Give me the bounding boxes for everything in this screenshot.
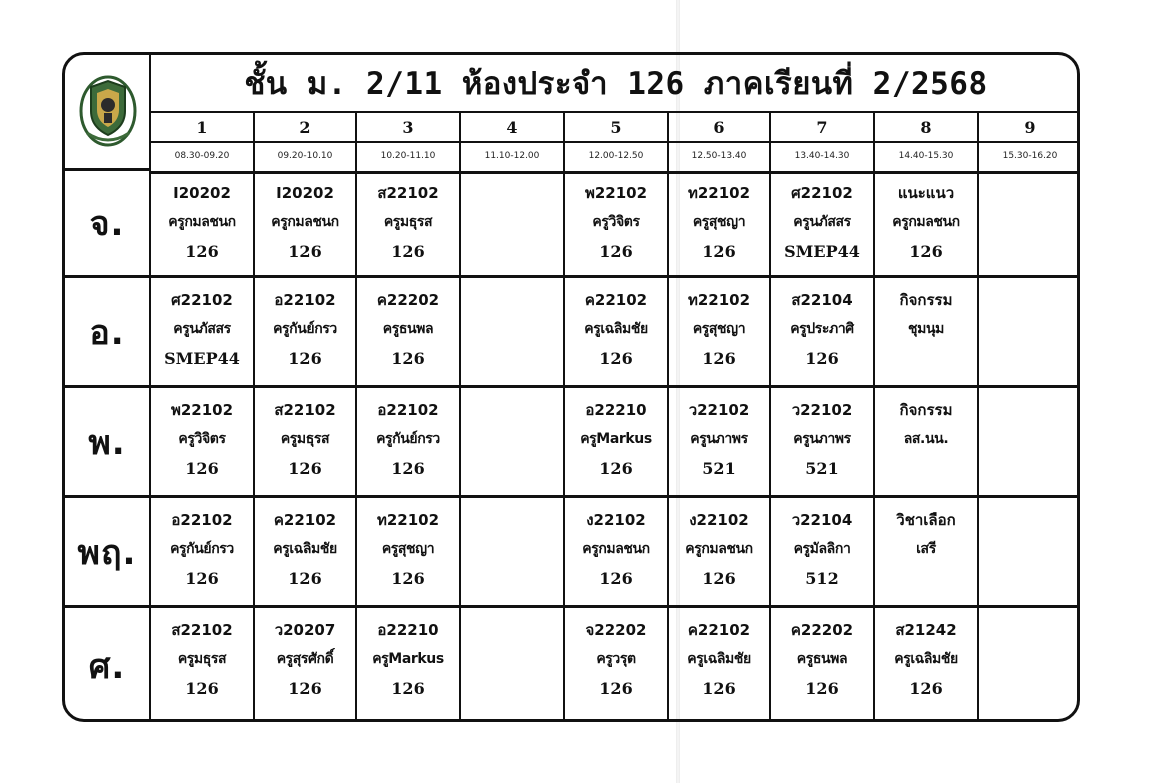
- day-label: อ.: [65, 278, 151, 385]
- teacher-name: ครูมธุรส: [177, 651, 227, 667]
- room-number: 512: [805, 569, 839, 588]
- period-number: 5: [565, 113, 669, 141]
- schedule-row: [65, 278, 1080, 388]
- subject-code: อ22102: [171, 511, 233, 529]
- subject-code: ท22102: [376, 511, 440, 529]
- schedule-cell: [357, 608, 461, 722]
- room-number: 126: [391, 679, 425, 698]
- schedule-cell: [151, 278, 255, 385]
- room-number: 126: [185, 459, 219, 478]
- room-number: 126: [288, 679, 322, 698]
- room-number: 126: [391, 569, 425, 588]
- period-time: 10.20-11.10: [357, 141, 461, 171]
- subject-code: I20202: [276, 184, 334, 202]
- schedule-cell: [669, 171, 771, 275]
- teacher-name: ครูกมลชนก: [168, 214, 236, 230]
- teacher-name: ครูวิจิตร: [592, 214, 640, 230]
- logo-cell: [65, 55, 151, 171]
- room-number: 126: [702, 679, 736, 698]
- subject-code: ค22202: [790, 621, 854, 639]
- teacher-name: ครูธนพล: [382, 321, 434, 337]
- schedule-cell: [669, 608, 771, 722]
- period-number: 7: [771, 113, 875, 141]
- page-title: ชั้น ม. 2/11 ห้องประจำ 126 ภาคเรียนที่ 2/2568: [151, 55, 1080, 113]
- schedule-cell: [565, 388, 669, 495]
- subject-code: ส22104: [791, 291, 853, 309]
- subject-code: อ22102: [377, 401, 439, 419]
- time-header-row: [151, 141, 1080, 174]
- schedule-cell: [979, 278, 1080, 385]
- subject-code: ว22104: [791, 511, 853, 529]
- schedule-cell: [979, 171, 1080, 275]
- teacher-name: ครูเฉลิมชัย: [273, 541, 337, 557]
- school-emblem-icon: [79, 73, 137, 149]
- schedule-cell: [357, 388, 461, 495]
- teacher-name: ครูกันย์กรว: [273, 321, 337, 337]
- schedule-cell: [255, 498, 357, 605]
- teacher-name: ครูประภาศิ: [790, 321, 854, 337]
- teacher-name: ครูสุชญา: [692, 321, 746, 337]
- room-number: 126: [599, 679, 633, 698]
- day-label: จ.: [65, 171, 151, 275]
- period-header-row: [151, 113, 1080, 143]
- teacher-name: ครูกมลชนก: [271, 214, 339, 230]
- period-number: 8: [875, 113, 979, 141]
- schedule-cell: [565, 608, 669, 722]
- room-number: 126: [391, 459, 425, 478]
- subject-code: ค22202: [376, 291, 440, 309]
- schedule-cell: [875, 278, 979, 385]
- teacher-name: ครูเฉลิมชัย: [584, 321, 648, 337]
- schedule-cell: [461, 608, 565, 722]
- room-number: 521: [702, 459, 736, 478]
- room-number: 126: [391, 349, 425, 368]
- day-label: พฤ.: [65, 498, 151, 605]
- schedule-row: [65, 171, 1080, 278]
- subject-code: ส22102: [171, 621, 233, 639]
- period-time: 12.50-13.40: [669, 141, 771, 171]
- teacher-name: เสรี: [916, 541, 936, 557]
- period-time: 08.30-09.20: [151, 141, 255, 171]
- schedule-cell: [565, 498, 669, 605]
- room-number: 126: [288, 569, 322, 588]
- teacher-name: ครูกันย์กรว: [376, 431, 440, 447]
- day-label: พ.: [65, 388, 151, 495]
- period-time: 11.10-12.00: [461, 141, 565, 171]
- room-number: 126: [599, 569, 633, 588]
- schedule-cell: [461, 498, 565, 605]
- subject-code: ค22102: [584, 291, 648, 309]
- schedule-row: [65, 498, 1080, 608]
- teacher-name: ครูMarkus: [580, 431, 652, 447]
- room-number: 126: [805, 679, 839, 698]
- subject-code: ว22102: [791, 401, 853, 419]
- schedule-cell: [151, 608, 255, 722]
- subject-code: ศ22102: [171, 291, 233, 309]
- room-number: 126: [185, 569, 219, 588]
- room-number: 126: [909, 679, 943, 698]
- subject-code: พ22102: [170, 401, 234, 419]
- schedule-cell: [151, 498, 255, 605]
- teacher-name: ครูวิจิตร: [178, 431, 226, 447]
- subject-code: ส22102: [377, 184, 439, 202]
- room-number: 126: [288, 459, 322, 478]
- period-number: 1: [151, 113, 255, 141]
- room-number: 126: [288, 242, 322, 261]
- subject-code: อ22102: [274, 291, 336, 309]
- schedule-cell: [255, 171, 357, 275]
- room-number: 126: [185, 679, 219, 698]
- schedule-cell: [357, 171, 461, 275]
- schedule-cell: [357, 278, 461, 385]
- subject-code: ง22102: [586, 511, 646, 529]
- period-number: 2: [255, 113, 357, 141]
- subject-code: ศ22102: [791, 184, 853, 202]
- room-number: 126: [185, 242, 219, 261]
- schedule-cell: [669, 388, 771, 495]
- teacher-name: ครูกมลชนก: [582, 541, 650, 557]
- schedule-cell: [875, 171, 979, 275]
- schedule-cell: [979, 498, 1080, 605]
- period-time: 14.40-15.30: [875, 141, 979, 171]
- schedule-cell: [979, 608, 1080, 722]
- room-number: 126: [288, 349, 322, 368]
- subject-code: ค22102: [687, 621, 751, 639]
- schedule-cell: [461, 278, 565, 385]
- schedule-cell: [771, 608, 875, 722]
- period-number: 6: [669, 113, 771, 141]
- period-number: 4: [461, 113, 565, 141]
- schedule-row: [65, 608, 1080, 722]
- timetable-card: [62, 52, 1080, 722]
- schedule-cell: [461, 171, 565, 275]
- schedule-cell: [669, 278, 771, 385]
- schedule-cell: [875, 388, 979, 495]
- period-time: 13.40-14.30: [771, 141, 875, 171]
- room-number: 126: [391, 242, 425, 261]
- period-number: 3: [357, 113, 461, 141]
- subject-code: I20202: [173, 184, 231, 202]
- day-label: ศ.: [65, 608, 151, 722]
- room-number: 126: [702, 569, 736, 588]
- period-time: 09.20-10.10: [255, 141, 357, 171]
- schedule-cell: [771, 278, 875, 385]
- subject-code: อ22210: [377, 621, 439, 639]
- subject-code: ท22102: [687, 184, 751, 202]
- teacher-name: ครูนภาพร: [793, 431, 851, 447]
- room-number: SMEP44: [164, 349, 240, 368]
- subject-code: ส21242: [895, 621, 957, 639]
- room-number: 126: [599, 349, 633, 368]
- subject-code: กิจกรรม: [899, 291, 953, 309]
- teacher-name: ครูสุชญา: [381, 541, 435, 557]
- room-number: 126: [805, 349, 839, 368]
- subject-code: แนะแนว: [897, 184, 955, 202]
- teacher-name: ครูMarkus: [372, 651, 444, 667]
- subject-code: ท22102: [687, 291, 751, 309]
- room-number: 126: [599, 459, 633, 478]
- subject-code: จ22202: [585, 621, 647, 639]
- teacher-name: ครูมธุรส: [383, 214, 433, 230]
- schedule-cell: [669, 498, 771, 605]
- teacher-name: ครูกมลชนก: [685, 541, 753, 557]
- schedule-cell: [151, 388, 255, 495]
- schedule-cell: [875, 498, 979, 605]
- teacher-name: ครูกมลชนก: [892, 214, 960, 230]
- period-time: 12.00-12.50: [565, 141, 669, 171]
- room-number: 126: [702, 242, 736, 261]
- room-number: 126: [599, 242, 633, 261]
- room-number: 521: [805, 459, 839, 478]
- teacher-name: ครูนภัสสร: [793, 214, 851, 230]
- period-time: 15.30-16.20: [1002, 151, 1058, 161]
- teacher-name: ครูวรุต: [596, 651, 636, 667]
- schedule-cell: [771, 171, 875, 275]
- schedule-cell: [461, 388, 565, 495]
- schedule-cell: [771, 498, 875, 605]
- subject-code: อ22210: [585, 401, 647, 419]
- schedule-cell: [255, 278, 357, 385]
- room-number: 126: [909, 242, 943, 261]
- subject-code: ว20207: [274, 621, 336, 639]
- teacher-name: ครูธนพล: [796, 651, 848, 667]
- teacher-name: ลส.นน.: [903, 431, 949, 447]
- teacher-name: ชุมนุม: [908, 321, 944, 337]
- room-number: 126: [702, 349, 736, 368]
- schedule-cell: [255, 388, 357, 495]
- subject-code: กิจกรรม: [899, 401, 953, 419]
- schedule-cell: [565, 278, 669, 385]
- teacher-name: ครูมธุรส: [280, 431, 330, 447]
- period-number: 9: [1024, 117, 1036, 137]
- schedule-row: [65, 388, 1080, 498]
- subject-code: ส22102: [274, 401, 336, 419]
- teacher-name: ครูเฉลิมชัย: [687, 651, 751, 667]
- subject-code: ว22102: [688, 401, 750, 419]
- subject-code: ง22102: [689, 511, 749, 529]
- teacher-name: ครูเฉลิมชัย: [894, 651, 958, 667]
- teacher-name: ครูมัลลิกา: [793, 541, 851, 557]
- teacher-name: ครูนภัสสร: [173, 321, 231, 337]
- schedule-cell: [979, 388, 1080, 495]
- schedule-cell: [771, 388, 875, 495]
- teacher-name: ครูสุชญา: [692, 214, 746, 230]
- subject-code: วิชาเลือก: [896, 511, 956, 529]
- subject-code: พ22102: [584, 184, 648, 202]
- schedule-cell: [151, 171, 255, 275]
- schedule-cell: [565, 171, 669, 275]
- schedule-cell: [875, 608, 979, 722]
- teacher-name: ครูนภาพร: [690, 431, 748, 447]
- teacher-name: ครูกันย์กรว: [170, 541, 234, 557]
- schedule-cell: [357, 498, 461, 605]
- schedule-cell: [255, 608, 357, 722]
- teacher-name: ครูสุรศักดิ์: [276, 651, 334, 667]
- subject-code: ค22102: [273, 511, 337, 529]
- room-number: SMEP44: [784, 242, 860, 261]
